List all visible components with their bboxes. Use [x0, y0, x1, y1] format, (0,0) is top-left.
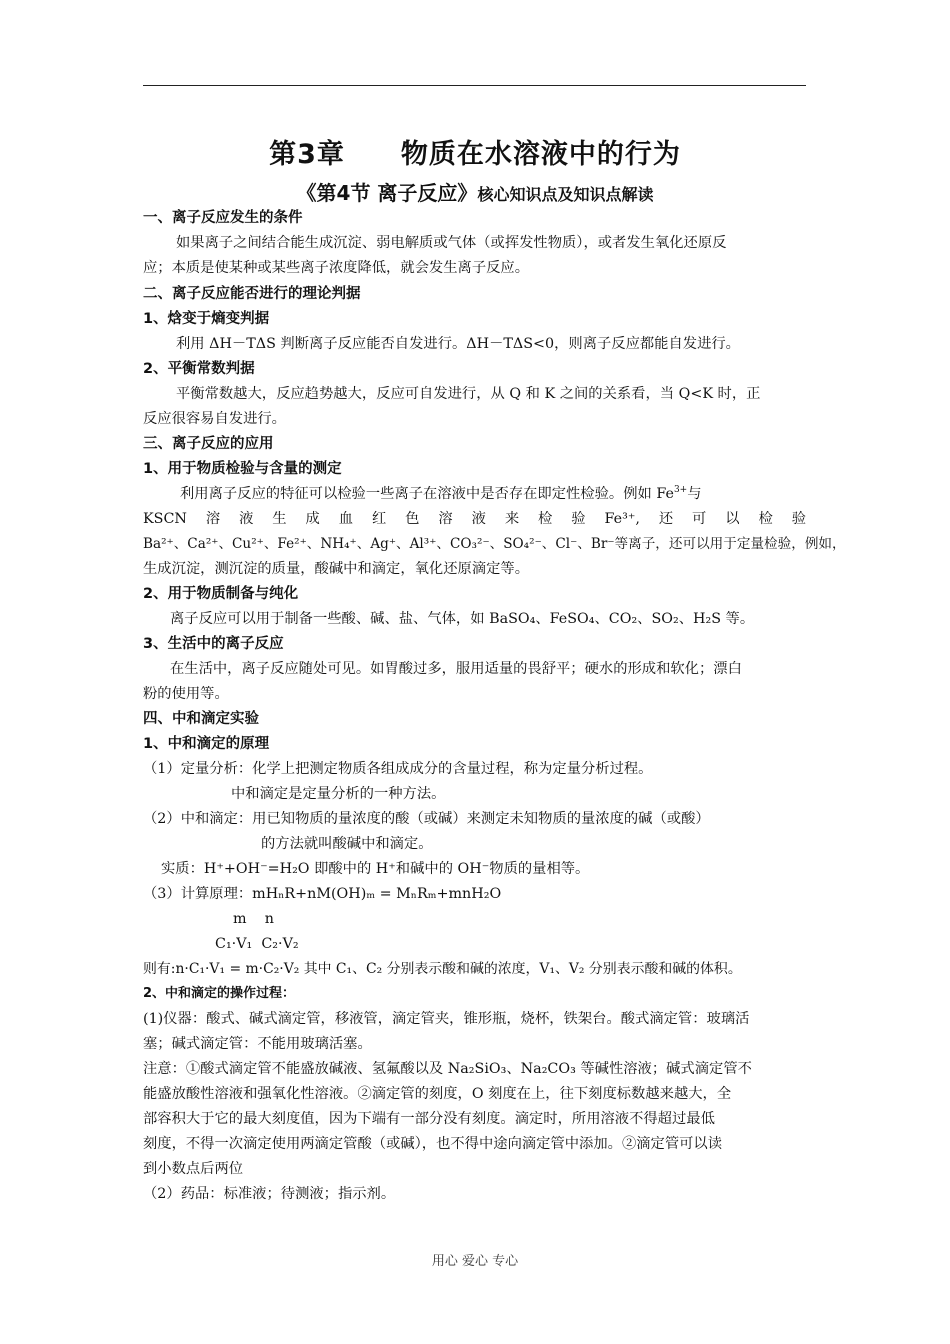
heading-s1: 一、离子反应发生的条件 [143, 210, 303, 226]
spread-word: 可 [692, 511, 707, 527]
superscript: 3+ [673, 485, 688, 496]
section-title [0, 177, 950, 206]
heading-s3: 三、离子反应的应用 [143, 436, 274, 452]
heading-s4: 四、中和滴定实验 [143, 711, 259, 727]
s2-sub1: 1、焓变于熵变判据 [143, 311, 270, 327]
s3-sub3: 3、生活中的离子反应 [143, 636, 284, 652]
spread-word: 验 [791, 511, 806, 527]
spread-word: 色 [405, 511, 420, 527]
header-rule [143, 85, 806, 86]
s3-sub1-para-line1 [143, 484, 806, 504]
s3-sub3-para-line1: 在生活中，离子反应随处可见。如胃酸过多，服用适量的畏舒平；硬水的形成和软化；漂白 [170, 661, 742, 677]
spread-word: 血 [338, 511, 354, 527]
spread-word: 红 [371, 511, 387, 527]
s2-sub2-para-line2: 反应很容易自发进行。 [143, 411, 286, 427]
spread-word: 检 [758, 511, 773, 527]
s4-instruments-line2: 塞；碱式滴定管：不能用玻璃活塞。 [143, 1036, 372, 1052]
s4-note-line1: 注意：①酸式滴定管不能盛放碱液、氢氟酸以及 Na₂SiO₃、Na₂CO₃ 等碱性溶液；碱式滴定管不 [143, 1061, 752, 1077]
s3-sub2-para: 离子反应可以用于制备一些酸、碱、盐、气体，如 BaSO₄、FeSO₄、CO₂、SO₂、H₂S 等。 [170, 611, 755, 627]
spread-word: 验 [571, 511, 586, 527]
spread-word: 生 [272, 511, 287, 527]
spread-word: Fe³⁺, [604, 511, 640, 527]
spread-word: 还 [658, 511, 674, 527]
spread-word: 液 [239, 511, 254, 527]
s1-para-line2: 应；本质是使某种或某些离子浓度降低，就会发生离子反应。 [143, 260, 530, 276]
chapter-title [0, 132, 950, 171]
chapter-number: 第3章 [269, 139, 345, 170]
s4-note-line4: 刻度，不得一次滴定使用两滴定管酸（或碱），也不得中途向滴定管中添加。②滴定管可以读 [143, 1136, 723, 1152]
spread-word: 溶 [438, 511, 453, 527]
s3-sub3-para-line2: 粉的使用等。 [143, 686, 229, 702]
spread-word: 以 [725, 511, 740, 527]
spread-word: 检 [538, 511, 553, 527]
s2-sub2-para-line1: 平衡常数越大，反应趋势越大，反应可自发进行，从 Q 和 K 之间的关系看，当 Q<K 时，正 [176, 386, 761, 402]
s4-essence: 实质：H⁺+OH⁻=H₂O 即酸中的 H⁺和碱中的 OH⁻物质的量相等。 [161, 861, 590, 877]
s4-calc-result: 则有:n·C₁·V₁ = m·C₂·V₂ 其中 C₁、C₂ 分别表示酸和碱的浓度，V₁、V₂ 分别表示酸和碱的体积。 [143, 961, 742, 977]
spread-word: 来 [504, 511, 520, 527]
s4-calc-principle: （3）计算原理：mHₙR+nM(OH)ₘ = MₙRₘ+mnH₂O [143, 886, 502, 902]
s4-sub1: 1、中和滴定的原理 [143, 736, 270, 752]
s3-sub1-para-line2 [143, 509, 806, 529]
s3-sub1-para-line1-end: 与 [687, 486, 702, 502]
section-sub: 核心知识点及知识点解读 [477, 185, 654, 204]
spread-word: 液 [471, 511, 486, 527]
s3-sub1-para-line3: Ba²⁺、Ca²⁺、Cu²⁺、Fe²⁺、NH₄⁺、Ag⁺、Al³⁺、CO₃²⁻、SO₄²⁻、Cl⁻、Br⁻等离子，还可以用于定量检验，例如， [143, 536, 846, 552]
s4-calc-coefficients: m n [233, 911, 274, 927]
heading-s2: 二、离子反应能否进行的理论判据 [143, 286, 361, 302]
s4-sub2: 2、中和滴定的操作过程： [143, 986, 296, 1001]
s4-note-line3: 部容积大于它的最大刻度值，因为下端有一部分没有刻度。滴定时，所用溶液不得超过最低 [143, 1111, 715, 1127]
s4-neutralization: （2）中和滴定：用已知物质的量浓度的酸（或碱）来测定未知物质的量浓度的碱（或酸） [143, 811, 710, 827]
s4-instruments-line1: (1)仪器：酸式、碱式滴定管，移液管，滴定管夹，锥形瓶，烧杯，铁架台。酸式滴定管：玻璃活 [143, 1011, 750, 1027]
spread-word: KSCN [143, 511, 187, 527]
s4-note-line5: 到小数点后两位 [143, 1161, 244, 1177]
s2-sub2: 2、平衡常数判据 [143, 361, 255, 377]
s3-sub1: 1、用于物质检验与含量的测定 [143, 461, 342, 477]
s4-quant-analysis: （1）定量分析：化学上把测定物质各组成成分的含量过程，称为定量分析过程。 [143, 761, 653, 777]
spread-word: 成 [305, 511, 320, 527]
chapter-name: 物质在水溶液中的行为 [400, 139, 681, 170]
s1-para-line1: 如果离子之间结合能生成沉淀、弱电解质或气体（或挥发性物质），或者发生氧化还原反 [176, 235, 727, 251]
page-footer: 用心 爱心 专心 [431, 1254, 519, 1269]
s4-neutralization-cont: 的方法就叫酸碱中和滴定。 [261, 836, 433, 852]
s4-note-line2: 能盛放酸性溶液和强氧化性溶液。②滴定管的刻度，O 刻度在上，往下刻度标数越来越大，全 [143, 1086, 732, 1102]
section-main: 《第4节 离子反应》 [296, 181, 478, 205]
s4-quant-analysis-cont: 中和滴定是定量分析的一种方法。 [231, 786, 446, 802]
s4-calc-cv: C₁·V₁ C₂·V₂ [215, 936, 299, 952]
s2-sub1-para: 利用 ΔH－TΔS 判断离子反应能否自发进行。ΔH－TΔS<0，则离子反应都能自发进行。 [176, 336, 740, 352]
s3-sub1-para-line4: 生成沉淀，测沉淀的质量，酸碱中和滴定，氧化还原滴定等。 [143, 561, 530, 577]
s3-sub2: 2、用于物质制备与纯化 [143, 586, 299, 602]
s4-drugs: （2）药品：标准液；待测液；指示剂。 [143, 1186, 396, 1202]
s3-sub1-para-line1-text: 利用离子反应的特征可以检验一些离子在溶液中是否存在即定性检验。例如 Fe [180, 486, 674, 502]
spread-word: 溶 [205, 511, 221, 527]
